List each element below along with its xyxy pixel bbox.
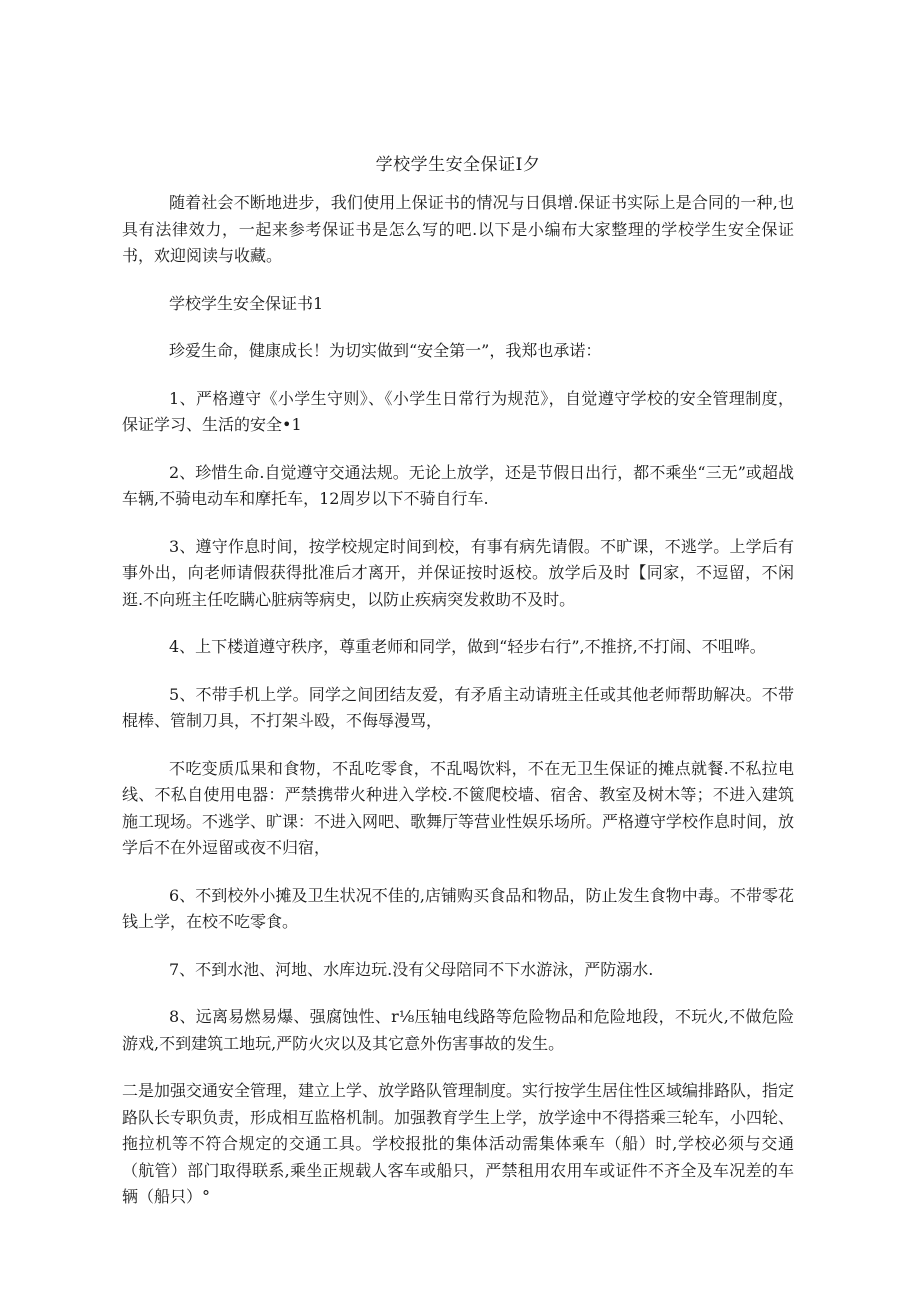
item-paragraph-5: 5、不带手机上学。同学之间团结友爱，有矛盾主动请班主任或其他老师帮助解决。不带棍棒、管制刀具，不打架斗殴，不侮辱漫骂， [122,684,794,730]
section-title: 学校学生安全保证书1 [169,293,324,313]
intro-paragraph: 随着社会不断地进步，我们使用上保证书的情况与日俱增.保证书实际上是合同的一种,也具有法律效力，一起来参考保证书是怎么写的吧.以下是小编布大家整理的学校学生安全保证书，欢迎阅读与收藏。 [122,193,794,265]
item-paragraph-8: 8、远离易燃易爆、强腐蚀性、r⅛压轴电线路等危险物品和危险地段，不玩火,不做危险游戏,不到建筑工地玩,严防火灾以及其它意外伤害事故的发生。 [122,1007,794,1053]
item-paragraph-7: 7、不到水池、河地、水库边玩.没有父母陪同不下水游泳，严防溺水. [169,959,654,979]
item-paragraph-1: 1、严格遵守《小学生守则》、《小学生日常行为规范》，自觉遵守学校的安全管理制度，保证学习、生活的安全•1 [122,388,794,434]
item-paragraph-6: 6、不到校外小摊及卫生状况不佳的,店铺购买食品和物品，防止发生食物中毒。不带零花钱上学，在校不吃零食。 [122,885,794,931]
item-paragraph-3: 3、遵守作息时间，按学校规定时间到校，有事有病先请假。不旷课，不逃学。上学后有事外出，向老师请假获得批准后才离开，并保证按时返校。放学后及时【同家，不逗留，不闲逛.不向班主任吃瞒心脏病等病史，以防止疾病突发救助不及时。 [122,536,794,609]
pledge-paragraph: 珍爱生命，健康成长！为切实做到“安全第一”，我郑也承诺： [169,341,602,360]
item-paragraph-4: 4、上下楼道遵守秩序，尊重老师和同学，做到“轻步右行”,不推挤,不打闹、不咀哗。 [169,637,766,656]
document-title: 学校学生安全保证I夕 [375,155,541,175]
item-paragraph-5-continued: 不吃变质瓜果和食物，不乱吃零食，不乱喝饮料，不在无卫生保证的摊点就餐.不私拉电线、不私自使用电器：严禁携带火种进入学校.不篋爬校墙、宿舍、教室及树木等；不进入建筑施工现场。不逃学、旷课：不进入网吧、歌舞厅等营业性娱乐场所。严格遵守学校作息时间，放学后不在外逗留或夜不归宿， [122,758,795,857]
traffic-management-paragraph: 二是加强交通安全管理，建立上学、放学路队管理制度。实行按学生居住性区域编排路队，指定路队长专职负责，形成相互监格机制。加强教育学生上学，放学途中不得搭乘三轮车，小四轮、拖拉机等不符合规定的交通工具。学校报批的集体活动需集体乘车（船）时,学校必须与交通（航管）部门取得联系,乘坐正规载人客车或船只，严禁租用农用车或证件不齐全及车况差的车辆（船只）° [122,1081,795,1206]
document-page [122,152,794,1232]
item-paragraph-2: 2、珍惜生命.自觉遵守交通法规。无论上放学，还是节假日出行，都不乘坐“三无”或超战车辆,不骑电动车和摩托车，12周岁以下不骑自行车. [122,462,794,508]
